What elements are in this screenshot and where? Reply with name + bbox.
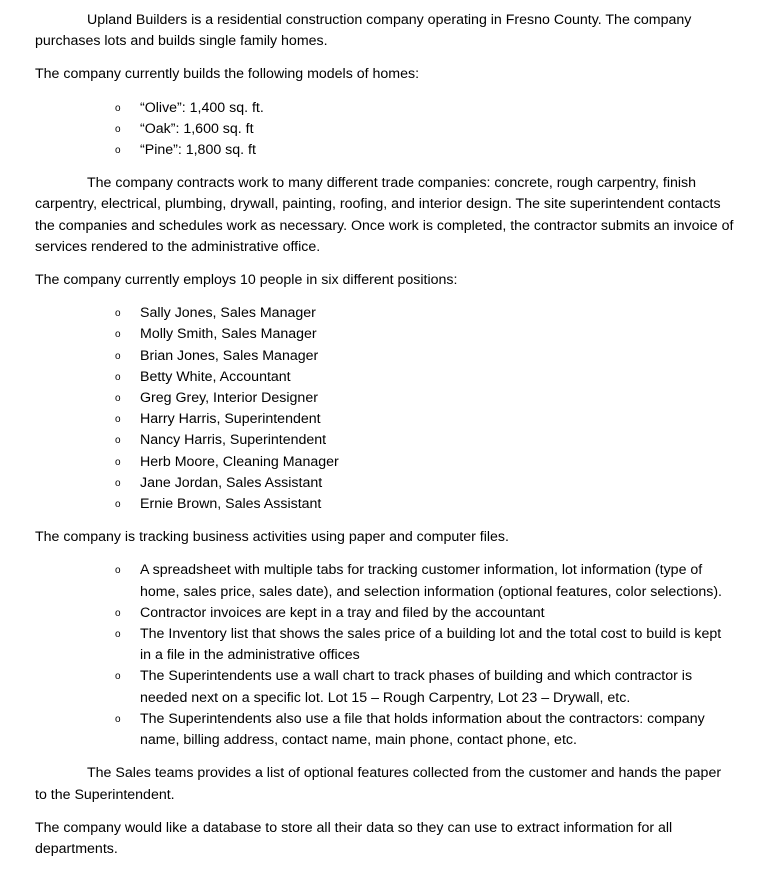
bullet-icon: o — [115, 145, 121, 157]
list-item: o Greg Grey, Interior Designer — [35, 388, 735, 409]
bullet-icon: o — [115, 671, 121, 683]
list-item: o Jane Jordan, Sales Assistant — [35, 473, 735, 494]
models-list — [35, 98, 735, 162]
list-item: o The Superintendents use a wall chart to track phases of building and which contractor is needed next on a specific lot. Lot 15 – Rough Carpentry, Lot 23 – Drywall, etc. — [115, 668, 693, 706]
bullet-icon: o — [115, 713, 121, 725]
bullet-icon: o — [115, 393, 121, 405]
contracts-paragraph: The company contracts work to many different trade companies: concrete, rough carpentry, finish carpentry, electrical, plumbing, drywall, painting, roofing, and interior design. The site superintendent contacts the companies and schedules work as necessary. Once work is completed, the contractor submits an invoice of services rendered to the administrative office. — [35, 175, 734, 255]
list-item: o “Oak”: 1,600 sq. ft — [35, 119, 735, 140]
list-item: o The Superintendents also use a file that holds information about the contractors: company name, billing address, contact name, main phone, contact phone, etc. — [115, 710, 705, 749]
bullet-icon: o — [115, 308, 121, 320]
intro-paragraph: Upland Builders is a residential construction company operating in Fresno County. The company purchases lots and builds single family homes. — [35, 12, 692, 50]
list-item: o “Pine”: 1,800 sq. ft — [35, 140, 735, 161]
list-item: o Contractor invoices are kept in a tray and filed by the accountant — [35, 603, 735, 624]
list-item: o A spreadsheet with multiple tabs for tracking customer information, lot information (type of home, sales price, sales date), and selection information (optional features, color selections). — [115, 562, 722, 600]
list-item: o “Olive”: 1,400 sq. ft. — [35, 98, 735, 119]
bullet-icon: o — [115, 350, 121, 362]
bullet-icon: o — [115, 435, 121, 447]
bullet-icon: o — [115, 565, 121, 577]
list-item: o The Inventory list that shows the sales price of a building lot and the total cost to build is kept in a file in the administrative offices — [115, 626, 722, 664]
bullet-icon: o — [115, 629, 121, 641]
list-item: o Betty White, Accountant — [35, 367, 735, 388]
models-heading: The company currently builds the following models of homes: — [35, 66, 420, 83]
tracking-list — [35, 560, 735, 751]
list-item: o Harry Harris, Superintendent — [35, 409, 735, 430]
list-item: o Nancy Harris, Superintendent — [35, 430, 735, 451]
list-item: o Herb Moore, Cleaning Manager — [35, 452, 735, 473]
closing-paragraph: The company would like a database to store all their data so they can use to extract information for all departments. — [35, 819, 673, 857]
bullet-icon: o — [115, 123, 121, 135]
bullet-icon: o — [115, 456, 121, 468]
list-item: o Molly Smith, Sales Manager — [35, 324, 735, 345]
employees-list — [35, 303, 735, 515]
sales-paragraph: The Sales teams provides a list of optional features collected from the customer and hands the paper to the Superintendent. — [35, 765, 722, 803]
bullet-icon: o — [115, 329, 121, 341]
tracking-heading: The company is tracking business activities using paper and computer files. — [35, 529, 509, 546]
bullet-icon: o — [115, 102, 121, 114]
bullet-icon: o — [115, 499, 121, 511]
bullet-icon: o — [115, 477, 121, 489]
document-page — [35, 10, 735, 860]
employees-heading: The company currently employs 10 people in six different positions: — [35, 272, 458, 289]
list-item: o Sally Jones, Sales Manager — [35, 303, 735, 324]
list-item: o Brian Jones, Sales Manager — [35, 346, 735, 367]
bullet-icon: o — [115, 607, 121, 619]
bullet-icon: o — [115, 371, 121, 383]
list-item: o Ernie Brown, Sales Assistant — [35, 494, 735, 515]
bullet-icon: o — [115, 414, 121, 426]
